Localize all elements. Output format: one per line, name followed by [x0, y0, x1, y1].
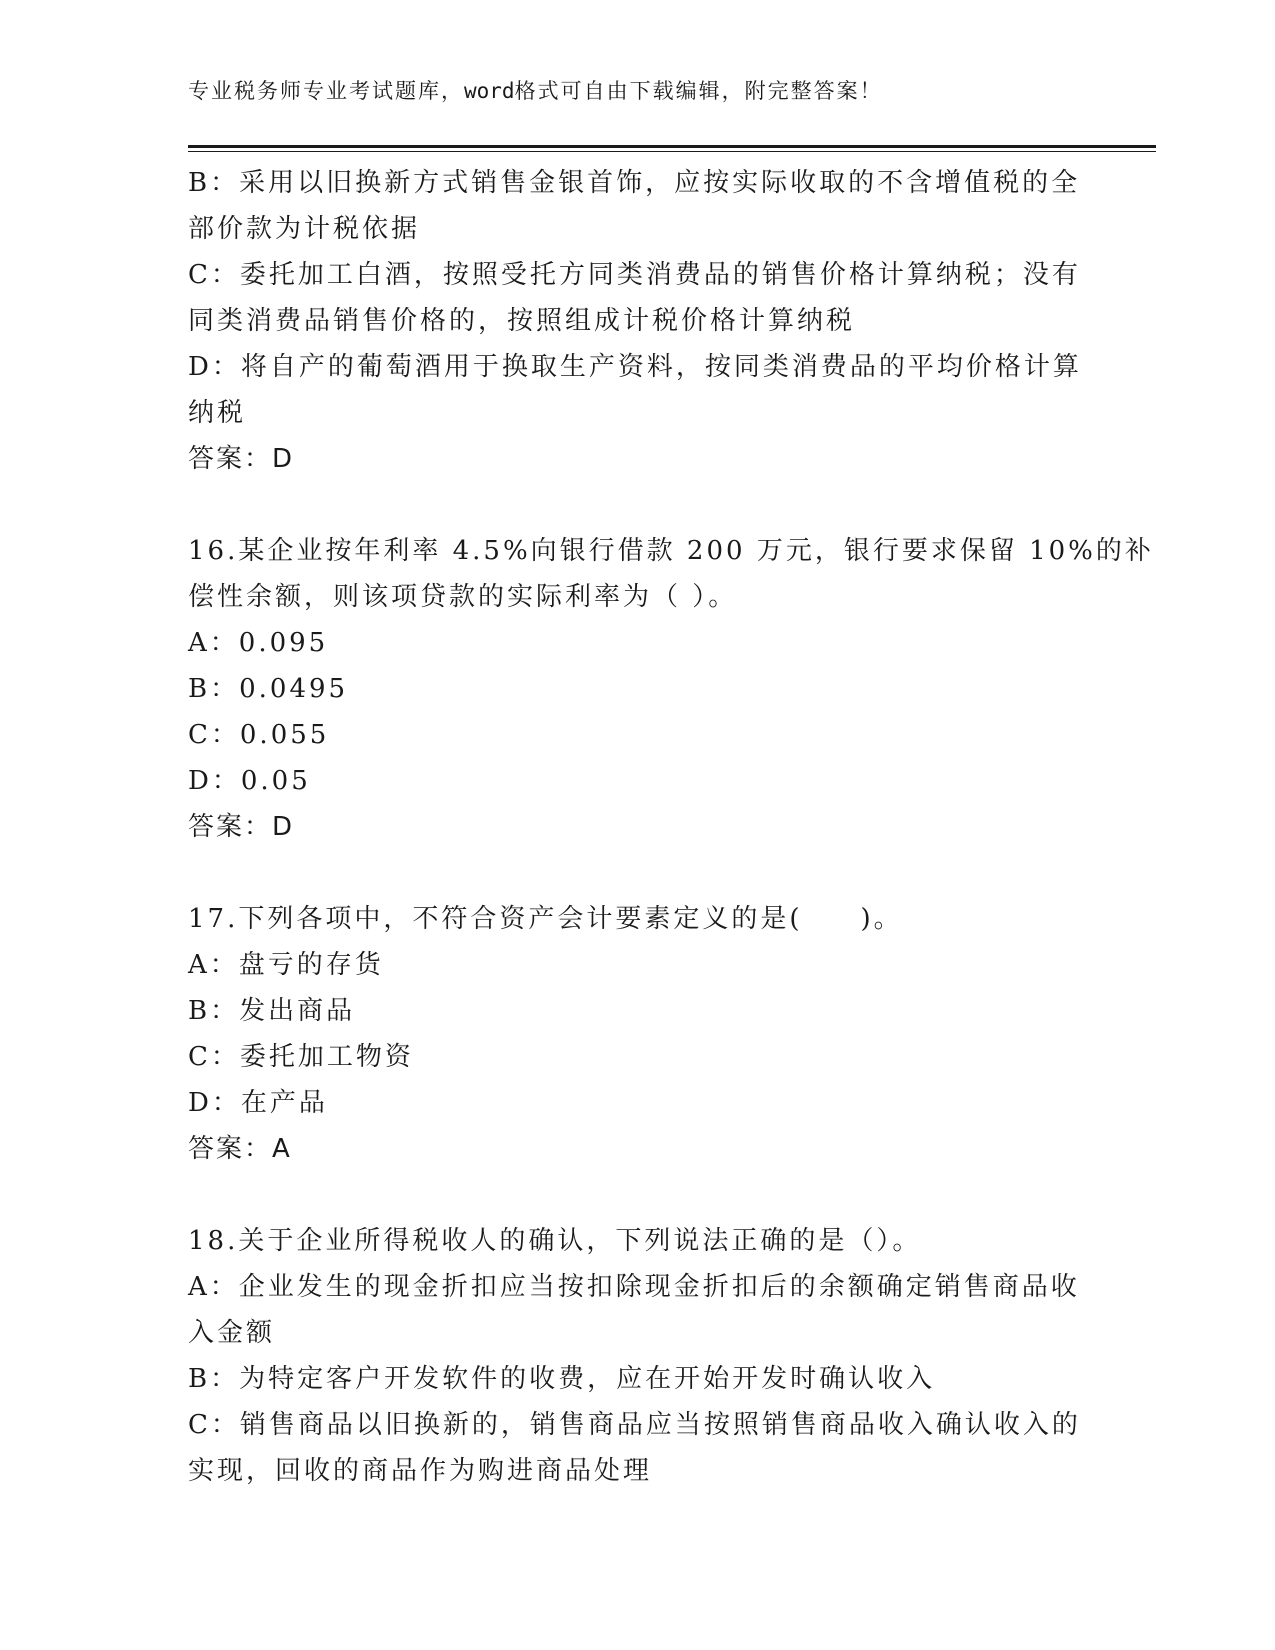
question-content	[188, 160, 1154, 1494]
header-rule-thin	[188, 151, 1156, 152]
question-stem-line: 18.关于企业所得税收人的确认，下列说法正确的是（）。	[188, 1226, 922, 1256]
option-a: A：盘亏的存货	[188, 950, 384, 980]
answer-line: 答案：D	[188, 444, 295, 474]
option-c: C：0.055	[188, 720, 330, 750]
question-18-block	[188, 1218, 1088, 1494]
answer-line: 答案：A	[188, 1134, 292, 1164]
option-line: 同类消费品销售价格的，按照组成计税价格计算纳税	[188, 306, 856, 336]
header-text-pre: 专业税务师专业考试题库，	[188, 79, 464, 103]
option-line: D：将自产的葡萄酒用于换取生产资料，按同类消费品的平均价格计算	[188, 352, 1082, 382]
option-line: 纳税	[188, 398, 247, 428]
option-a-continued: 入金额	[188, 1318, 276, 1348]
option-b: B：发出商品	[188, 996, 356, 1026]
spacer	[188, 482, 1088, 528]
option-c: C：销售商品以旧换新的，销售商品应当按照销售商品收入确认收入的	[188, 1410, 1081, 1440]
option-c: C：委托加工物资	[188, 1042, 414, 1072]
spacer	[188, 850, 1088, 896]
question-stem-line: 17.下列各项中，不符合资产会计要素定义的是( )。	[188, 904, 903, 934]
header-text-post: 格式可自由下载编辑，附完整答案！	[514, 79, 883, 103]
option-a: A：0.095	[188, 628, 329, 658]
option-b: B：为特定客户开发软件的收费，应在开始开发时确认收入	[188, 1364, 936, 1394]
option-line: 部价款为计税依据	[188, 214, 421, 244]
option-line: B：采用以旧换新方式销售金银首饰，应按实际收取的不含增值税的全	[188, 168, 1081, 198]
option-line: C：委托加工白酒，按照受托方同类消费品的销售价格计算纳税；没有	[188, 260, 1081, 290]
header-rule-thick	[188, 145, 1156, 148]
header-note	[188, 75, 883, 105]
header-text-word: word	[464, 79, 515, 103]
prev-question-block	[188, 160, 1088, 482]
option-d: D：0.05	[188, 766, 311, 796]
question-17-block	[188, 896, 1088, 1172]
option-c-continued: 实现，回收的商品作为购进商品处理	[188, 1456, 653, 1486]
option-d: D：在产品	[188, 1088, 328, 1118]
question-16-block	[188, 528, 1154, 850]
question-stem-line: 偿性余额，则该项贷款的实际利率为（ ）。	[188, 582, 738, 612]
option-b: B：0.0495	[188, 674, 349, 704]
option-a: A：企业发生的现金折扣应当按扣除现金折扣后的余额确定销售商品收	[188, 1272, 1080, 1302]
spacer	[188, 1172, 1088, 1218]
question-stem-line: 16.某企业按年利率 4.5%向银行借款 200 万元，银行要求保留 10%的补	[188, 536, 1154, 566]
answer-line: 答案：D	[188, 812, 295, 842]
